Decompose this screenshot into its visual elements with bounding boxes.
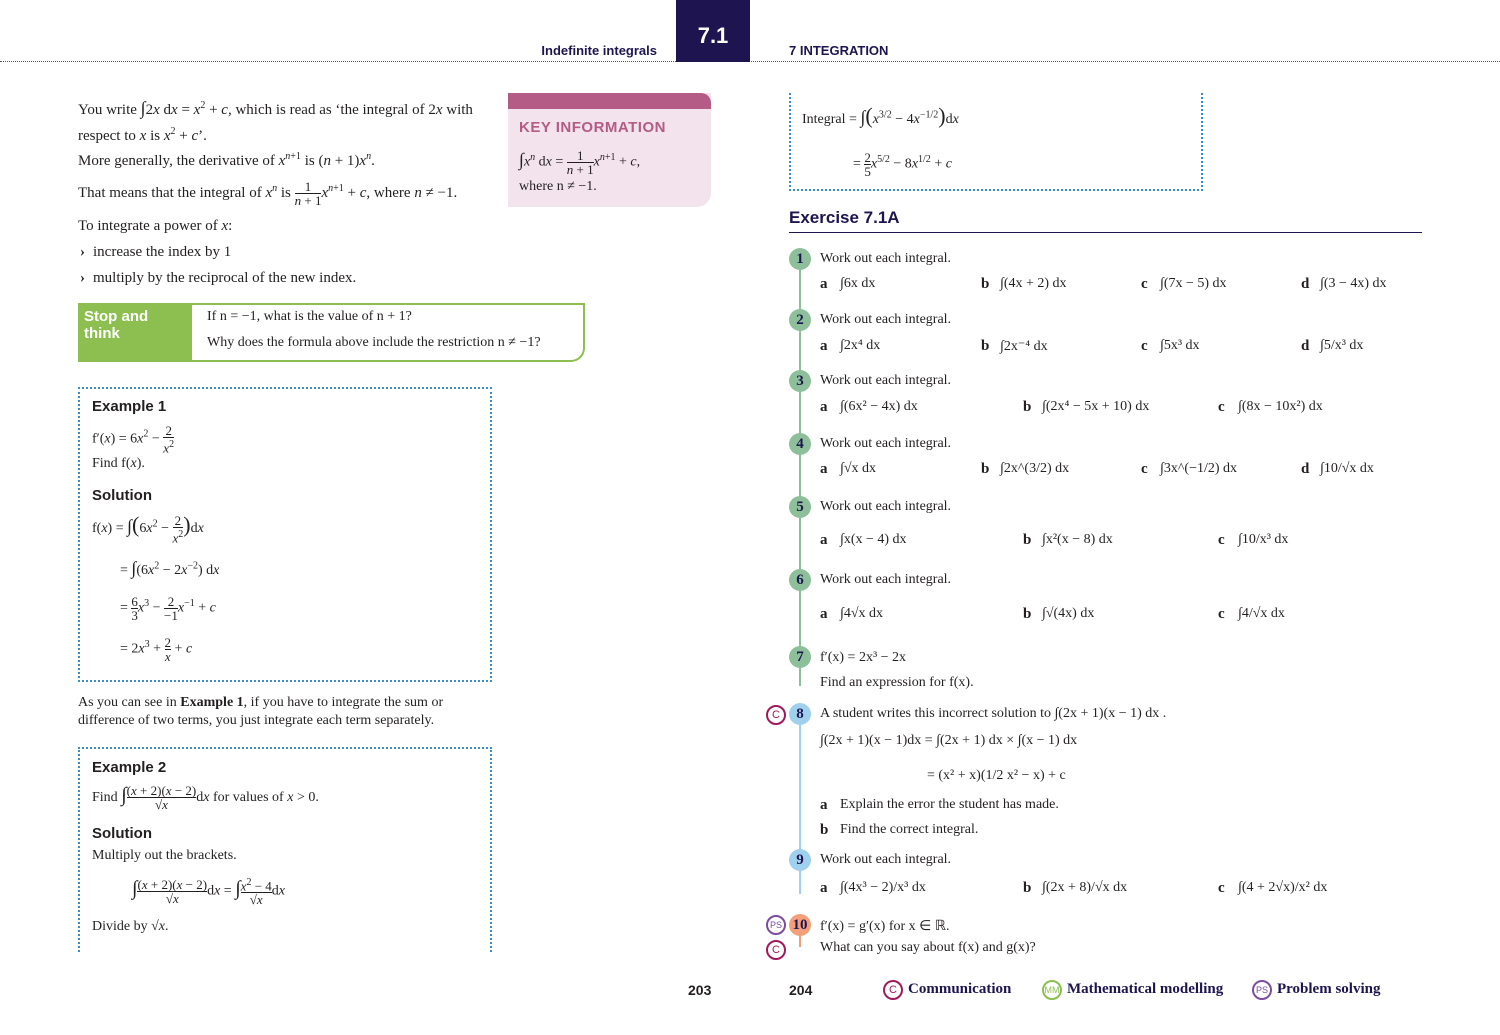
problem-solving-badge-q10: PS: [766, 915, 786, 935]
question-8-number: 8: [789, 703, 811, 725]
exercise-title-rule: [789, 232, 1422, 233]
q4-expr-a: ∫√x dx: [840, 461, 877, 476]
q2-label-c: c: [1141, 338, 1148, 354]
key-information-bar: [508, 93, 711, 109]
q2-expr-a: ∫2x⁴ dx: [840, 338, 881, 353]
example-2-step-1: Multiply out the brackets.: [92, 848, 237, 863]
question-4-prompt: Work out each integral.: [820, 436, 952, 451]
q3-label-c: c: [1218, 399, 1225, 415]
q3-label-b: b: [1023, 399, 1032, 415]
q8-label-b: b: [820, 822, 829, 838]
q4-expr-d: ∫10/√x dx: [1320, 461, 1374, 476]
q1-label-d: d: [1301, 276, 1310, 292]
key-information-box: [508, 93, 711, 207]
q2-expr-c: ∫5x³ dx: [1160, 338, 1200, 353]
continued-line-1: Integral = $\int(x^{3/2} - 4x^{-1/2})dx$: [802, 103, 959, 128]
header-dotted-rule: [0, 61, 1500, 62]
question-1-prompt: Work out each integral.: [820, 251, 952, 266]
q6-expr-a: ∫4√x dx: [840, 606, 884, 621]
q9-expr-c: ∫(4 + 2√x)/x² dx: [1238, 880, 1328, 895]
question-9-prompt: Work out each integral.: [820, 852, 952, 867]
exercise-title: Exercise 7.1A: [789, 208, 900, 227]
example-2-task: Find ∫ $\frac{(x + 2)(x - 2)}{√x}$ dx for values of x > 0.: [92, 783, 319, 813]
question-8-work-2: = (x² + x)(1/2 x² − x) + c: [927, 768, 1066, 783]
q8-text-a: Explain the error the student has made.: [840, 797, 1059, 812]
q4-label-d: d: [1301, 461, 1310, 477]
q4-expr-b: ∫2x^(3/2) dx: [1000, 461, 1070, 476]
q5-expr-b: ∫x²(x − 8) dx: [1042, 532, 1113, 547]
legend-modelling: Mathematical modelling: [1067, 981, 1224, 997]
question-2-number: 2: [789, 309, 811, 331]
q5-expr-a: ∫x(x − 4) dx: [840, 532, 907, 547]
q6-expr-c: ∫4/√x dx: [1238, 606, 1285, 621]
q1-expr-d: ∫(3 − 4x) dx: [1320, 276, 1387, 291]
bullet-2: › multiply by the reciprocal of the new index.: [80, 270, 356, 287]
q4-label-b: b: [981, 461, 990, 477]
question-8-work-1: ∫(2x + 1)(x − 1)dx = ∫(2x + 1) dx × ∫(x − 1) dx: [820, 733, 1078, 748]
q5-expr-c: ∫10/x³ dx: [1238, 532, 1289, 547]
communication-badge-q8: C: [766, 705, 786, 725]
question-8-line-1: A student writes this incorrect solution to ∫(2x + 1)(x − 1) dx .: [820, 706, 1167, 721]
question-1-number: 1: [789, 248, 811, 270]
q2-label-d: d: [1301, 338, 1310, 354]
q5-label-b: b: [1023, 532, 1032, 548]
intro-line-2: More generally, the derivative of $x^{n+1}$ is $(n + 1)x^n$.: [78, 151, 375, 169]
example-1-step-3: = $\frac{6}{3}$ $x^3$ − $\frac{2}{-1}$ $x^{-1} + c$: [120, 594, 216, 623]
intro-line-1: You write ∫2x dx = $x^2 + c$, which is read as ‘the integral of 2x with: [78, 98, 473, 118]
intro-full-strings: [0, 0, 1, 1]
question-10-line-1: f′(x) = g′(x) for x ∈ ℝ.: [820, 919, 950, 934]
key-information-formula: $\int x^n$ dx = $\frac{1}{n + 1}$ $x^{n+1} + c$,: [519, 148, 641, 177]
q6-label-b: b: [1023, 606, 1032, 622]
intro-line-4: To integrate a power of x:: [78, 218, 233, 234]
question-3-prompt: Work out each integral.: [820, 373, 952, 388]
example-2-title: Example 2: [92, 759, 167, 776]
question-5-prompt: Work out each integral.: [820, 499, 952, 514]
question-10-line-2: What can you say about f(x) and g(x)?: [820, 940, 1036, 955]
q4-expr-c: ∫3x^(−1/2) dx: [1160, 461, 1238, 476]
q5-label-c: c: [1218, 532, 1225, 548]
question-4-number: 4: [789, 433, 811, 455]
running-head-left: Indefinite integrals: [541, 43, 657, 58]
q3-expr-a: ∫(6x² − 4x) dx: [840, 399, 918, 414]
example-1-step-2: = $\int(6x^2 - 2x^{-2})$ dx: [120, 558, 220, 578]
question-7-line-1: f′(x) = 2x³ − 2x: [820, 650, 907, 665]
stop-think-label: Stop and think: [78, 303, 192, 362]
example-1-step-1: $f(x) = \int(6x^2$ − $\frac{2}{x^2}$ )dx: [92, 512, 204, 545]
question-10-number: 10: [789, 914, 811, 936]
example-2-step-2: Divide by √x.: [92, 919, 169, 934]
between-text-line-2: difference of two terms, you just integrate each term separately.: [78, 713, 435, 728]
legend-communication-badge: C: [883, 980, 903, 1000]
q3-expr-c: ∫(8x − 10x²) dx: [1238, 399, 1323, 414]
q1-expr-c: ∫(7x − 5) dx: [1160, 276, 1227, 291]
question-6-number: 6: [789, 569, 811, 591]
q9-expr-a: ∫(4x³ − 2)/x³ dx: [840, 880, 926, 895]
q1-expr-b: ∫(4x + 2) dx: [1000, 276, 1067, 291]
q3-expr-b: ∫(2x⁴ − 5x + 10) dx: [1042, 399, 1150, 414]
question-3-number: 3: [789, 370, 811, 392]
question-5-number: 5: [789, 496, 811, 518]
legend-problem-solving: Problem solving: [1277, 981, 1381, 997]
q1-expr-a: ∫6x dx: [840, 276, 876, 291]
running-head-right: 7 INTEGRATION: [789, 43, 889, 58]
q9-expr-b: ∫(2x + 8)/√x dx: [1042, 880, 1128, 895]
example-1-step-4: = $2x^3$ + $\frac{2}{x}$ + c: [120, 635, 193, 664]
q1-label-c: c: [1141, 276, 1148, 292]
q2-expr-b: ∫2x⁻⁴ dx: [1000, 339, 1048, 354]
q8-text-b: Find the correct integral.: [840, 822, 979, 837]
q6-label-c: c: [1218, 606, 1225, 622]
stop-think-line-1: If n = −1, what is the value of n + 1?: [207, 309, 412, 324]
q4-label-a: a: [820, 461, 828, 477]
stop-think-line-2: Why does the formula above include the restriction n ≠ −1?: [207, 335, 541, 350]
legend-problem-solving-badge: PS: [1252, 980, 1272, 1000]
example-1-task: Find f(x).: [92, 456, 145, 471]
question-6-prompt: Work out each integral.: [820, 572, 952, 587]
bullet-1: › increase the index by 1: [80, 244, 231, 261]
between-text-line-1: As you can see in Example 1, if you have to integrate the sum or: [78, 695, 444, 710]
q9-label-c: c: [1218, 880, 1225, 896]
page-number-right: 204: [789, 982, 813, 998]
question-9-number: 9: [789, 849, 811, 871]
example-2-solution-title: Solution: [92, 825, 152, 842]
page-number-left: 203: [688, 982, 712, 998]
q8-label-a: a: [820, 797, 828, 813]
question-7-line-2: Find an expression for f(x).: [820, 675, 974, 690]
example-1-title: Example 1: [92, 398, 167, 415]
q4-label-c: c: [1141, 461, 1148, 477]
section-tab: 7.1: [676, 0, 750, 62]
legend-communication: Communication: [908, 981, 1012, 997]
key-information-condition: where n ≠ −1.: [519, 179, 597, 194]
key-information-title: KEY INFORMATION: [519, 119, 666, 136]
continued-line-2: = $\frac{2}{5}$ $x^{5/2} - 8x^{1/2} + c$: [853, 150, 952, 179]
example-1-given: $f'(x) = 6x^2$ − $\frac{2}{x^2}$: [92, 423, 175, 456]
q3-label-a: a: [820, 399, 828, 415]
q9-label-a: a: [820, 880, 828, 896]
q5-label-a: a: [820, 532, 828, 548]
communication-badge-q10: C: [766, 940, 786, 960]
example-2-eq-1: ∫ $\frac{(x + 2)(x - 2)}{√x}$ dx = ∫ $\frac{x^2 - 4}{√x}$ dx: [132, 876, 286, 908]
intro-line-1b: respect to x is $x^2 + c$’.: [78, 126, 207, 144]
q6-expr-b: ∫√(4x) dx: [1042, 606, 1095, 621]
q2-label-a: a: [820, 338, 828, 354]
q9-label-b: b: [1023, 880, 1032, 896]
example-1-solution-title: Solution: [92, 487, 152, 504]
question-2-prompt: Work out each integral.: [820, 312, 952, 327]
question-7-number: 7: [789, 646, 811, 668]
q1-label-a: a: [820, 276, 828, 292]
q2-expr-d: ∫5/x³ dx: [1320, 338, 1364, 353]
legend-modelling-badge: MM: [1042, 980, 1062, 1000]
q2-label-b: b: [981, 338, 990, 354]
q1-label-b: b: [981, 276, 990, 292]
q6-label-a: a: [820, 606, 828, 622]
intro-line-3: That means that the integral of $x^n$ is $\frac{1}{n + 1}$ $x^{n+1} + c$, where n ≠ −1.: [78, 179, 458, 208]
